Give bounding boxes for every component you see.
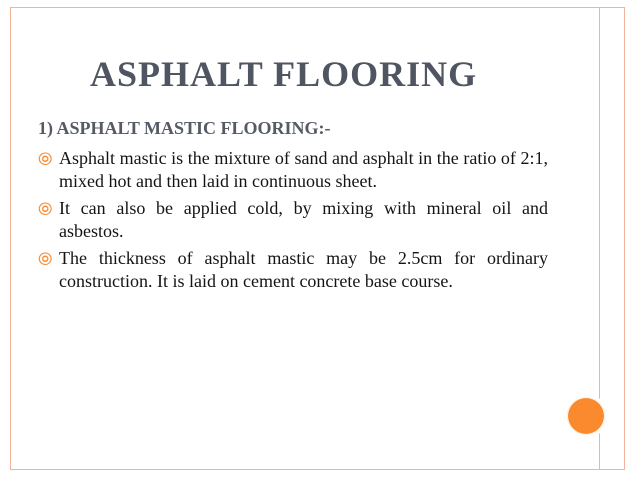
bullet-text: It can also be applied cold, by mixing with mineral oil and asbestos.	[59, 198, 548, 241]
bullet-item	[38, 247, 548, 293]
slide-title: ASPHALT FLOORING	[90, 54, 478, 94]
bullet-text: The thickness of asphalt mastic may be 2.5cm for ordinary construction. It is laid on cement concrete base course.	[59, 248, 548, 291]
bullet-text: Asphalt mastic is the mixture of sand and asphalt in the ratio of 2:1, mixed hot and then laid in continuous sheet.	[59, 148, 548, 191]
decorative-circle	[567, 397, 605, 435]
section-heading: 1) ASPHALT MASTIC FLOORING:-	[38, 118, 331, 138]
bullet-list	[38, 147, 548, 297]
bullet-item	[38, 147, 548, 193]
bullet-icon: ⦾	[38, 149, 53, 170]
frame-vertical-rule	[599, 7, 600, 470]
bullet-item	[38, 197, 548, 243]
bullet-icon: ⦾	[38, 249, 53, 270]
bullet-icon: ⦾	[38, 199, 53, 220]
